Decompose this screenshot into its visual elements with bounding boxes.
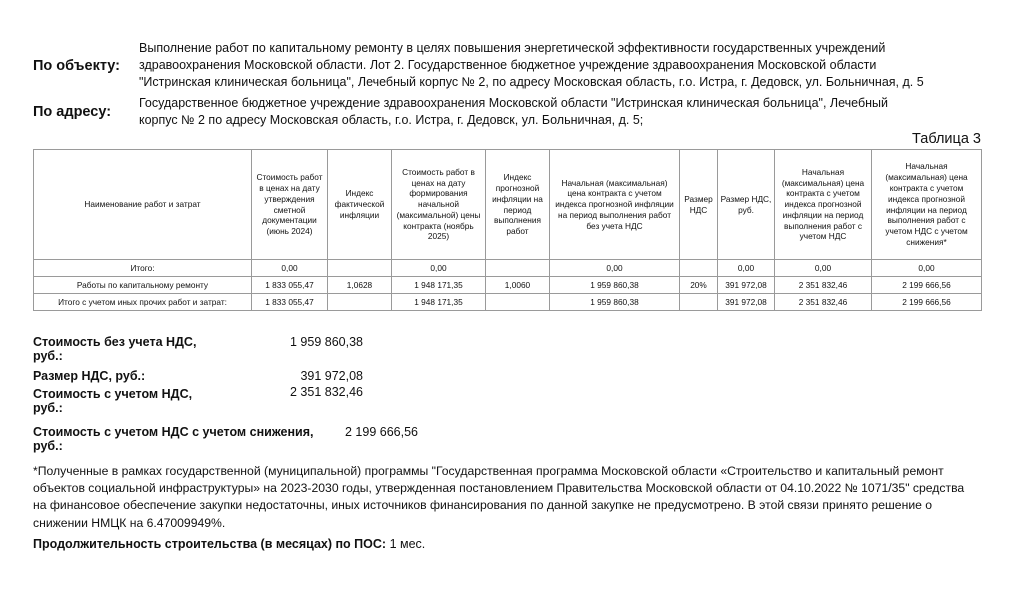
object-line: Выполнение работ по капитальному ремонту в целях повышения энергетической эффективности государственных учреждений xyxy=(139,41,886,55)
summary-reduced-label: Стоимость с учетом НДС с учетом снижения, руб.: xyxy=(33,425,314,453)
footnote xyxy=(33,463,993,532)
address-description xyxy=(139,95,1009,129)
table-cell: 1 959 860,38 xyxy=(550,294,680,311)
table-cell: 1 833 055,47 xyxy=(252,294,328,311)
table-row xyxy=(34,294,982,311)
table-cell: 1,0628 xyxy=(328,277,392,294)
table-cell xyxy=(486,294,550,311)
duration-label: Продолжительность строительства (в месяцах) по ПОС: xyxy=(33,537,387,551)
address-line: Государственное бюджетное учреждение здравоохранения Московской области "Истринская клиническая больница", Лечебный xyxy=(139,96,888,110)
summary-with-vat-value: 2 351 832,46 xyxy=(290,385,363,399)
table-row xyxy=(34,277,982,294)
header-cell: Размер НДС xyxy=(680,150,718,260)
header-cell: Начальная (максимальная) цена контракта с учетом индекса прогнозной инфляции на период выполнения работ без учета НДС xyxy=(550,150,680,260)
duration-value: 1 мес. xyxy=(389,537,426,551)
table-cell: 391 972,08 xyxy=(718,294,775,311)
table-cell xyxy=(680,294,718,311)
table-cell: Работы по капитальному ремонту xyxy=(34,277,252,294)
table-cell: 0,00 xyxy=(550,260,680,277)
header-cell: Размер НДС, руб. xyxy=(718,150,775,260)
object-line: "Истринская клиническая больница", Лечебный корпус № 2, по адресу Московская область, г.о. Истра, г. Дедовск, ул. Больничная, д. 5 xyxy=(139,75,924,89)
header-cell: Начальная (максимальная) цена контракта с учетом индекса прогнозной инфляции на период выполнения работ с учетом НДС с учетом снижения* xyxy=(872,150,982,260)
table-cell: 2 351 832,46 xyxy=(775,277,872,294)
table-cell: 0,00 xyxy=(392,260,486,277)
header-cell: Начальная (максимальная) цена контракта с учетом индекса прогнозной инфляции на период выполнения работ с учетом НДС xyxy=(775,150,872,260)
header-cell: Стоимость работ в ценах на дату утверждения сметной документации (июнь 2024) xyxy=(252,150,328,260)
table-cell: 391 972,08 xyxy=(718,277,775,294)
summary-reduced-value: 2 199 666,56 xyxy=(345,425,418,439)
cost-table xyxy=(33,149,982,311)
object-line: здравоохранения Московской области. Лот 2. Государственное бюджетное учреждение здравоохранения Московской области xyxy=(139,58,877,72)
summary-vat-value: 391 972,08 xyxy=(300,369,363,383)
table-cell: 1,0060 xyxy=(486,277,550,294)
table-cell: 0,00 xyxy=(872,260,982,277)
table-cell: 1 948 171,35 xyxy=(392,277,486,294)
header-cell: Индекс прогнозной инфляции на период выполнения работ xyxy=(486,150,550,260)
table-cell: Итого: xyxy=(34,260,252,277)
table-cell: 1 948 171,35 xyxy=(392,294,486,311)
table-cell xyxy=(486,260,550,277)
table-cell: 1 833 055,47 xyxy=(252,277,328,294)
table-cell: 2 351 832,46 xyxy=(775,294,872,311)
construction-duration xyxy=(33,537,425,551)
table-cell: 2 199 666,56 xyxy=(872,294,982,311)
table-cell: 20% xyxy=(680,277,718,294)
table-cell xyxy=(680,260,718,277)
table-cell: 1 959 860,38 xyxy=(550,277,680,294)
summary-no-vat-value: 1 959 860,38 xyxy=(290,335,363,349)
object-description xyxy=(139,40,1009,91)
summary-vat-label: Размер НДС, руб.: xyxy=(33,369,146,383)
footnote-line: на финансовое обеспечение закупки недостаточны, иных источников финансирования по данной закупке не предусмотрено. В этой связи принято решение о xyxy=(33,498,933,513)
header-cell: Индекс фактической инфляции xyxy=(328,150,392,260)
object-label: По объекту: xyxy=(33,58,120,74)
table-row xyxy=(34,260,982,277)
table-header-row xyxy=(34,150,982,260)
footnote-line: *Полученные в рамках государственной (муниципальной) программы "Государственная программа Московской области «Строительство и капитальный ремонт xyxy=(33,464,944,478)
header-cell: Наименование работ и затрат xyxy=(34,150,252,260)
table-cell: 0,00 xyxy=(718,260,775,277)
table-number: Таблица 3 xyxy=(912,131,981,147)
address-line: корпус № 2 по адресу Московская область, г.о. Истра, г. Дедовск, ул. Больничная, д. 5; xyxy=(139,113,644,127)
summary-no-vat-label: Стоимость без учета НДС, руб.: xyxy=(33,335,197,363)
table-cell: Итого с учетом иных прочих работ и затрат: xyxy=(34,294,252,311)
footnote-line: объектов социальной инфраструктуры» на 2023-2030 годы, утвержденная постановлением Правительства Московской области от 04.10.2022 № 1071/35" средства xyxy=(33,481,965,496)
table-cell xyxy=(328,260,392,277)
table-cell xyxy=(328,294,392,311)
table-cell: 0,00 xyxy=(252,260,328,277)
table-cell: 2 199 666,56 xyxy=(872,277,982,294)
header-cell: Стоимость работ в ценах на дату формирования начальной (максимальной) цены контракта (ноябрь 2025) xyxy=(392,150,486,260)
table-cell: 0,00 xyxy=(775,260,872,277)
footnote-line: снижении НМЦК на 6.47009949%. xyxy=(33,515,226,530)
address-label: По адресу: xyxy=(33,104,112,120)
summary-with-vat-label: Стоимость с учетом НДС, руб.: xyxy=(33,387,193,415)
